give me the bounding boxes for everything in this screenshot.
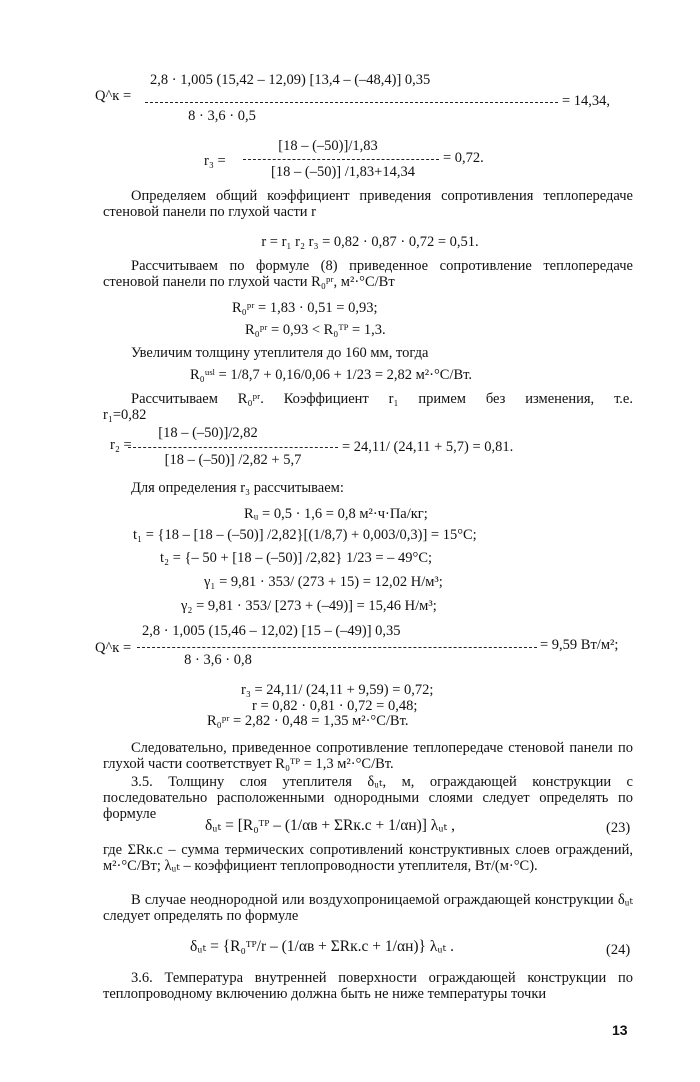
paragraph: Рассчитываем R₀ᵖʳ. Коэффициент r₁ примем без изменения, т.е. xyxy=(131,391,633,407)
equation: r = 0,82 · 0,81 · 0,72 = 0,48; xyxy=(252,698,418,714)
paragraph: 3.6. Температура внутренней поверхности ограждающей конструкции по теплопроводному включению должна быть не ниже температуры точки xyxy=(103,970,633,1002)
formula-r2-result: = 24,11/ (24,11 + 5,7) = 0,81. xyxy=(342,439,514,455)
formula-q-result: = 14,34, xyxy=(562,93,611,109)
equation-number: (23) xyxy=(606,820,631,836)
paragraph: Увеличим толщину утеплителя до 160 мм, тогда xyxy=(131,345,429,361)
formula-q-denominator: 8 · 3,6 · 0,8 xyxy=(184,652,252,668)
equation: R₀ᵖʳ = 0,93 < R₀ᵀᴾ = 1,3. xyxy=(245,322,386,338)
formula-r2-numerator: [18 – (–50)]/2,82 xyxy=(158,425,258,441)
paragraph: где ΣRк.с – сумма термических сопротивлений конструктивных слоев ограждений, м²·°С/Вт; λᵤₜ – коэффициент теплопроводности утеплителя, Вт/(м·°С). xyxy=(103,842,633,874)
paragraph: Определяем общий коэффициент приведения сопротивления теплопередаче стеновой панели по глухой части r xyxy=(103,188,633,220)
paragraph: r₁=0,82 xyxy=(103,407,147,423)
formula-r2-denominator: [18 – (–50)] /2,82 + 5,7 xyxy=(164,452,302,468)
formula-r3-result: = 0,72. xyxy=(443,150,484,166)
equation-number: (24) xyxy=(606,942,631,958)
paragraph: 3.5. Толщину слоя утеплителя δᵤₜ, м, ограждающей конструкции с последовательно расположенными однородными слоями следует определять по формуле xyxy=(103,774,633,822)
equation: γ₁ = 9,81 · 353/ (273 + 15) = 12,02 Н/м³; xyxy=(204,574,443,590)
paragraph: Для определения r₃ рассчитываем: xyxy=(131,480,344,496)
paragraph: Рассчитываем по формуле (8) приведенное сопротивление теплопередаче стеновой панели по глухой части R₀ᵖʳ, м²·°С/Вт xyxy=(103,258,633,290)
equation: t₂ = {– 50 + [18 – (–50)] /2,82} 1/23 = – 49°С; xyxy=(160,550,433,566)
formula-r3-numerator: [18 – (–50)]/1,83 xyxy=(278,138,378,154)
equation: r₃ = 24,11/ (24,11 + 9,59) = 0,72; xyxy=(241,682,434,698)
formula-q-lhs: Q^к = xyxy=(95,88,132,104)
equation: t₁ = {18 – [18 – (–50)] /2,82}[(1/8,7) + 0,003/0,3)] = 15°С; xyxy=(133,527,477,543)
formula-q-numerator: 2,8 · 1,005 (15,46 – 12,02) [15 – (–49)] 0,35 xyxy=(142,623,401,639)
page-number: 13 xyxy=(612,1022,628,1038)
fraction-line xyxy=(145,102,558,103)
formula-r2-lhs: r₂ = xyxy=(110,437,132,453)
formula-q-result: = 9,59 Вт/м²; xyxy=(540,637,619,653)
equation: R₀ᵖʳ = 2,82 · 0,48 = 1,35 м²·°С/Вт. xyxy=(207,713,409,729)
fraction-line xyxy=(128,447,338,448)
equation: R₀ᵖʳ = 1,83 · 0,51 = 0,93; xyxy=(232,300,378,316)
formula-q-denominator: 8 · 3,6 · 0,5 xyxy=(188,108,256,124)
equation: r = r₁ r₂ r₃ = 0,82 · 0,87 · 0,72 = 0,51. xyxy=(261,234,479,250)
equation-24: δᵤₜ = {R₀ᵀᴾ/r – (1/αв + ΣRк.с + 1/αн)} λᵤₜ . xyxy=(190,938,454,955)
equation: γ₂ = 9,81 · 353/ [273 + (–49)] = 15,46 Н/м³; xyxy=(181,598,437,614)
formula-q-lhs: Q^к = xyxy=(95,640,132,656)
equation: Rᵤ = 0,5 · 1,6 = 0,8 м²·ч·Па/кг; xyxy=(244,506,428,522)
equation: R₀ᵘˢˡ = 1/8,7 + 0,16/0,06 + 1/23 = 2,82 м²·°С/Вт. xyxy=(190,367,473,383)
paragraph: В случае неоднородной или воздухопроницаемой ограждающей конструкции δᵤₜ следует определять по формуле xyxy=(103,892,633,924)
paragraph: Следовательно, приведенное сопротивление теплопередаче стеновой панели по глухой части соответствует R₀ᵀᴾ = 1,3 м²·°С/Вт. xyxy=(103,740,633,772)
formula-r3-lhs: r₃ = xyxy=(204,153,226,169)
equation-23: δᵤₜ = [R₀ᵀᴾ – (1/αв + ΣRк.с + 1/αн)] λᵤₜ , xyxy=(205,817,455,834)
fraction-line xyxy=(243,159,439,160)
fraction-line xyxy=(137,647,537,648)
formula-q-numerator: 2,8 · 1,005 (15,42 – 12,09) [13,4 – (–48,4)] 0,35 xyxy=(150,72,431,88)
formula-r3-denominator: [18 – (–50)] /1,83+14,34 xyxy=(271,164,415,180)
